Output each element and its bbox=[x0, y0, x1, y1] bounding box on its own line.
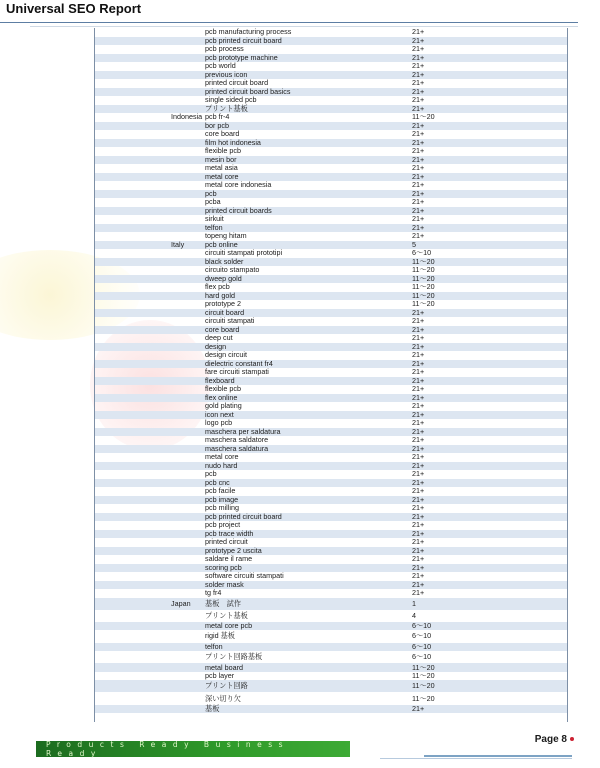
keyword-cell: pcb image bbox=[205, 494, 239, 504]
keyword-cell: circuiti stampati bbox=[205, 316, 255, 326]
keyword-cell: tg fr4 bbox=[205, 588, 222, 598]
keyword-cell: software circuiti stampati bbox=[205, 571, 284, 581]
footer-slogan: Products Ready Business Ready bbox=[46, 740, 290, 758]
keyword-cell: flex online bbox=[205, 392, 238, 402]
rank-cell: 21+ bbox=[412, 579, 425, 589]
rank-cell: 21+ bbox=[412, 341, 425, 351]
keyword-cell: film hot indonesia bbox=[205, 137, 261, 147]
rank-cell: 21+ bbox=[412, 222, 425, 232]
table-row bbox=[95, 651, 567, 663]
table-row bbox=[95, 37, 567, 46]
table-row bbox=[95, 377, 567, 386]
keyword-cell: metal asia bbox=[205, 163, 238, 173]
rank-cell: 21+ bbox=[412, 392, 425, 402]
keyword-cell: nudo hard bbox=[205, 460, 238, 470]
rank-cell: 11～20 bbox=[412, 671, 435, 680]
country-cell bbox=[95, 241, 205, 249]
table-row bbox=[95, 419, 567, 428]
table-row bbox=[95, 547, 567, 556]
table-row bbox=[95, 572, 567, 581]
keyword-cell: telfon bbox=[205, 641, 223, 651]
table-row bbox=[95, 147, 567, 156]
keyword-cell: mesin bor bbox=[205, 154, 237, 164]
keyword-cell: プリント基板 bbox=[205, 610, 248, 620]
keyword-cell: logo pcb bbox=[205, 418, 233, 428]
table-row bbox=[95, 581, 567, 590]
table-row bbox=[95, 643, 567, 652]
keyword-cell: sirkuit bbox=[205, 214, 224, 224]
table-row bbox=[95, 181, 567, 190]
table-row bbox=[95, 215, 567, 224]
keyword-cell: pcb online bbox=[205, 239, 238, 249]
table-row bbox=[95, 672, 567, 681]
table-row bbox=[95, 487, 567, 496]
table-row bbox=[95, 610, 567, 622]
table-row bbox=[95, 436, 567, 445]
table-row bbox=[95, 300, 567, 309]
rank-cell: 21+ bbox=[412, 435, 425, 445]
rank-cell: 21+ bbox=[412, 503, 425, 513]
rank-cell: 21+ bbox=[412, 511, 425, 521]
keyword-ranking-table bbox=[94, 28, 568, 722]
rank-cell: 21+ bbox=[412, 44, 425, 54]
rank-cell: 11～20 bbox=[412, 299, 435, 309]
rank-cell: 21+ bbox=[412, 443, 425, 453]
keyword-cell: core board bbox=[205, 324, 240, 334]
rank-cell: 21+ bbox=[412, 571, 425, 581]
rank-cell: 11～20 bbox=[412, 282, 435, 292]
keyword-cell: プリント回路 bbox=[205, 681, 248, 691]
keyword-cell: pcb trace width bbox=[205, 528, 254, 538]
table-row bbox=[95, 224, 567, 233]
keyword-cell: metal core indonesia bbox=[205, 180, 272, 190]
keyword-cell: 基板 bbox=[205, 703, 220, 713]
table-row bbox=[95, 241, 567, 250]
keyword-cell: pcb world bbox=[205, 61, 236, 71]
keyword-cell: deep cut bbox=[205, 333, 233, 343]
report-title: Universal SEO Report bbox=[6, 1, 142, 16]
table-row bbox=[95, 207, 567, 216]
rank-cell: 21+ bbox=[412, 120, 425, 130]
rank-cell: 21+ bbox=[412, 537, 425, 547]
table-row bbox=[95, 79, 567, 88]
keyword-cell: telfon bbox=[205, 222, 223, 232]
table-row bbox=[95, 283, 567, 292]
keyword-cell: プリント回路基板 bbox=[205, 652, 263, 662]
keyword-cell: flex pcb bbox=[205, 282, 230, 292]
keyword-cell: pcb bbox=[205, 469, 217, 479]
rank-cell: 21+ bbox=[412, 129, 425, 139]
rank-cell: 21+ bbox=[412, 401, 425, 411]
table-row bbox=[95, 622, 567, 631]
keyword-cell: flexible pcb bbox=[205, 384, 241, 394]
footer-divider bbox=[424, 755, 572, 757]
table-row bbox=[95, 258, 567, 267]
keyword-cell: metal board bbox=[205, 662, 243, 672]
rank-cell: 11～20 bbox=[412, 681, 435, 691]
rank-cell: 21+ bbox=[412, 231, 425, 241]
rank-cell: 21+ bbox=[412, 426, 425, 436]
page-dot-icon bbox=[570, 737, 574, 741]
rank-cell: 21+ bbox=[412, 214, 425, 224]
keyword-cell: maschera per saldatura bbox=[205, 426, 281, 436]
keyword-cell: pcb process bbox=[205, 44, 244, 54]
keyword-cell: pcb cnc bbox=[205, 477, 230, 487]
keyword-cell: printed circuit boards bbox=[205, 205, 272, 215]
table-row bbox=[95, 351, 567, 360]
table-row bbox=[95, 705, 567, 714]
table-row bbox=[95, 249, 567, 258]
rank-cell: 6～10 bbox=[412, 641, 432, 651]
rank-cell: 21+ bbox=[412, 316, 425, 326]
keyword-cell: circuiti stampati prototipi bbox=[205, 248, 283, 258]
keyword-cell: pcb fr-4 bbox=[205, 112, 230, 122]
rank-cell: 21+ bbox=[412, 703, 425, 713]
keyword-cell: black solder bbox=[205, 256, 244, 266]
table-row bbox=[95, 88, 567, 97]
keyword-cell: pcb prototype machine bbox=[205, 52, 278, 62]
keyword-cell: gold plating bbox=[205, 401, 242, 411]
table-row bbox=[95, 504, 567, 513]
keyword-cell: dielectric constant fr4 bbox=[205, 358, 273, 368]
keyword-cell: design circuit bbox=[205, 350, 247, 360]
rank-cell: 21+ bbox=[412, 137, 425, 147]
keyword-cell: previous icon bbox=[205, 69, 248, 79]
table-row bbox=[95, 275, 567, 284]
table-row bbox=[95, 28, 567, 37]
rank-cell: 21+ bbox=[412, 486, 425, 496]
rank-cell: 21+ bbox=[412, 358, 425, 368]
table-row bbox=[95, 198, 567, 207]
table-row bbox=[95, 139, 567, 148]
keyword-cell: circuit board bbox=[205, 307, 245, 317]
header-divider bbox=[0, 22, 578, 23]
keyword-cell: printed circuit board bbox=[205, 78, 269, 88]
rank-cell: 21+ bbox=[412, 562, 425, 572]
table-row bbox=[95, 173, 567, 182]
rank-cell: 21+ bbox=[412, 477, 425, 487]
table-row bbox=[95, 232, 567, 241]
table-row bbox=[95, 470, 567, 479]
keyword-cell: hard gold bbox=[205, 290, 235, 300]
table-row bbox=[95, 428, 567, 437]
keyword-cell: solder mask bbox=[205, 579, 244, 589]
table-row bbox=[95, 555, 567, 564]
keyword-cell: 基板 試作 bbox=[205, 598, 241, 608]
rank-cell: 21+ bbox=[412, 52, 425, 62]
rank-cell: 21+ bbox=[412, 28, 425, 37]
keyword-cell: bor pcb bbox=[205, 120, 229, 130]
rank-cell: 21+ bbox=[412, 460, 425, 470]
keyword-cell: prototype 2 uscita bbox=[205, 545, 262, 555]
country-cell bbox=[95, 113, 205, 121]
keyword-cell: core board bbox=[205, 129, 240, 139]
country-cell bbox=[95, 600, 205, 608]
table-row bbox=[95, 663, 567, 672]
keyword-cell: dweep gold bbox=[205, 273, 242, 283]
table-row bbox=[95, 45, 567, 54]
header-divider-secondary bbox=[30, 26, 578, 27]
rank-cell: 21+ bbox=[412, 452, 425, 462]
table-row bbox=[95, 589, 567, 598]
table-row bbox=[95, 564, 567, 573]
table-row bbox=[95, 266, 567, 275]
keyword-cell: design bbox=[205, 341, 227, 351]
table-row bbox=[95, 479, 567, 488]
rank-cell: 11～20 bbox=[412, 265, 435, 275]
rank-cell: 21+ bbox=[412, 61, 425, 71]
rank-cell: 21+ bbox=[412, 163, 425, 173]
rank-cell: 21+ bbox=[412, 69, 425, 79]
rank-cell: 21+ bbox=[412, 180, 425, 190]
table-row bbox=[95, 156, 567, 165]
keyword-cell: topeng hitam bbox=[205, 231, 247, 241]
keyword-cell: rigid 基板 bbox=[205, 631, 235, 641]
rank-cell: 6～10 bbox=[412, 621, 432, 631]
keyword-cell: saldare il rame bbox=[205, 554, 253, 564]
rank-cell: 21+ bbox=[412, 367, 425, 377]
rank-cell: 21+ bbox=[412, 350, 425, 360]
keyword-cell: pcb milling bbox=[205, 503, 239, 513]
footer-banner bbox=[36, 741, 350, 757]
keyword-cell: maschera saldatura bbox=[205, 443, 269, 453]
rank-cell: 6～10 bbox=[412, 652, 432, 662]
keyword-cell: pcb layer bbox=[205, 671, 235, 680]
table-row bbox=[95, 513, 567, 522]
rank-cell: 21+ bbox=[412, 307, 425, 317]
rank-cell: 6～10 bbox=[412, 248, 432, 258]
keyword-cell: metal core bbox=[205, 452, 239, 462]
footer-divider-secondary bbox=[380, 758, 572, 759]
rank-cell: 6～10 bbox=[412, 631, 432, 641]
table-row bbox=[95, 130, 567, 139]
table-row bbox=[95, 105, 567, 114]
table-row bbox=[95, 385, 567, 394]
keyword-cell: プリント基板 bbox=[205, 103, 248, 113]
table-row bbox=[95, 530, 567, 539]
keyword-cell: fare circuiti stampati bbox=[205, 367, 269, 377]
keyword-cell: metal core pcb bbox=[205, 621, 253, 631]
rank-cell: 21+ bbox=[412, 384, 425, 394]
table-row bbox=[95, 402, 567, 411]
keyword-cell: icon next bbox=[205, 409, 234, 419]
keyword-cell: scoring pcb bbox=[205, 562, 242, 572]
keyword-cell: pcba bbox=[205, 197, 221, 207]
table-row bbox=[95, 334, 567, 343]
rank-cell: 21+ bbox=[412, 78, 425, 88]
keyword-cell: pcb bbox=[205, 188, 217, 198]
rank-cell: 21+ bbox=[412, 520, 425, 530]
rank-cell: 21+ bbox=[412, 409, 425, 419]
table-row bbox=[95, 71, 567, 80]
rank-cell: 11～20 bbox=[412, 693, 435, 703]
keyword-cell: printed circuit board basics bbox=[205, 86, 291, 96]
keyword-cell: circuito stampato bbox=[205, 265, 260, 275]
table-row bbox=[95, 122, 567, 131]
table-row bbox=[95, 164, 567, 173]
rank-cell: 21+ bbox=[412, 205, 425, 215]
table-row bbox=[95, 309, 567, 318]
rank-cell: 5 bbox=[412, 239, 416, 249]
table-row bbox=[95, 96, 567, 105]
rank-cell: 21+ bbox=[412, 324, 425, 334]
keyword-cell: metal core bbox=[205, 171, 239, 181]
country-label: Japan bbox=[171, 598, 191, 608]
rank-cell: 21+ bbox=[412, 545, 425, 555]
rank-cell: 21+ bbox=[412, 494, 425, 504]
rank-cell: 11～20 bbox=[412, 662, 435, 672]
table-row bbox=[95, 462, 567, 471]
country-label: Italy bbox=[171, 239, 185, 249]
keyword-cell: pcb facile bbox=[205, 486, 236, 496]
table-row bbox=[95, 445, 567, 454]
rank-cell: 11～20 bbox=[412, 273, 435, 283]
table-row bbox=[95, 292, 567, 301]
rank-cell: 21+ bbox=[412, 528, 425, 538]
rank-cell: 21+ bbox=[412, 146, 425, 156]
rank-cell: 21+ bbox=[412, 333, 425, 343]
table-row bbox=[95, 680, 567, 692]
page-number: Page 8 bbox=[534, 734, 567, 745]
keyword-cell: 深い切り欠 bbox=[205, 693, 241, 703]
rank-cell: 21+ bbox=[412, 188, 425, 198]
table-row bbox=[95, 326, 567, 335]
table-row bbox=[95, 113, 567, 122]
keyword-cell: prototype 2 bbox=[205, 299, 241, 309]
keyword-cell: flexible pcb bbox=[205, 146, 241, 156]
rank-cell: 21+ bbox=[412, 35, 425, 45]
table-row bbox=[95, 521, 567, 530]
rank-cell: 21+ bbox=[412, 154, 425, 164]
rank-cell: 1 bbox=[412, 598, 416, 608]
rank-cell: 21+ bbox=[412, 95, 425, 105]
rank-cell: 21+ bbox=[412, 197, 425, 207]
table-row bbox=[95, 360, 567, 369]
rank-cell: 21+ bbox=[412, 588, 425, 598]
table-row bbox=[95, 317, 567, 326]
rank-cell: 21+ bbox=[412, 86, 425, 96]
rank-cell: 11～20 bbox=[412, 290, 435, 300]
keyword-cell: pcb manufacturing process bbox=[205, 28, 292, 37]
rank-cell: 21+ bbox=[412, 103, 425, 113]
table-row bbox=[95, 190, 567, 199]
rank-cell: 11～20 bbox=[412, 112, 435, 122]
table-row bbox=[95, 54, 567, 63]
country-label: Indonesia bbox=[171, 112, 203, 122]
table-row bbox=[95, 343, 567, 352]
rank-cell: 21+ bbox=[412, 418, 425, 428]
rank-cell: 21+ bbox=[412, 171, 425, 181]
table-row bbox=[95, 692, 567, 704]
table-row bbox=[95, 411, 567, 420]
table-row bbox=[95, 453, 567, 462]
keyword-cell: pcb printed circuit board bbox=[205, 35, 282, 45]
keyword-cell: flexboard bbox=[205, 375, 235, 385]
table-row bbox=[95, 394, 567, 403]
rank-cell: 21+ bbox=[412, 469, 425, 479]
table-row bbox=[95, 598, 567, 610]
table-row bbox=[95, 538, 567, 547]
table-row bbox=[95, 496, 567, 505]
keyword-cell: single sided pcb bbox=[205, 95, 257, 105]
keyword-cell: pcb printed circuit board bbox=[205, 511, 282, 521]
keyword-cell: pcb project bbox=[205, 520, 241, 530]
rank-cell: 21+ bbox=[412, 375, 425, 385]
table-row bbox=[95, 62, 567, 71]
table-row bbox=[95, 630, 567, 642]
keyword-cell: maschera saldatore bbox=[205, 435, 269, 445]
rank-cell: 4 bbox=[412, 610, 416, 620]
rank-cell: 21+ bbox=[412, 554, 425, 564]
table-row bbox=[95, 368, 567, 377]
rank-cell: 11～20 bbox=[412, 256, 435, 266]
keyword-cell: printed circuit bbox=[205, 537, 248, 547]
